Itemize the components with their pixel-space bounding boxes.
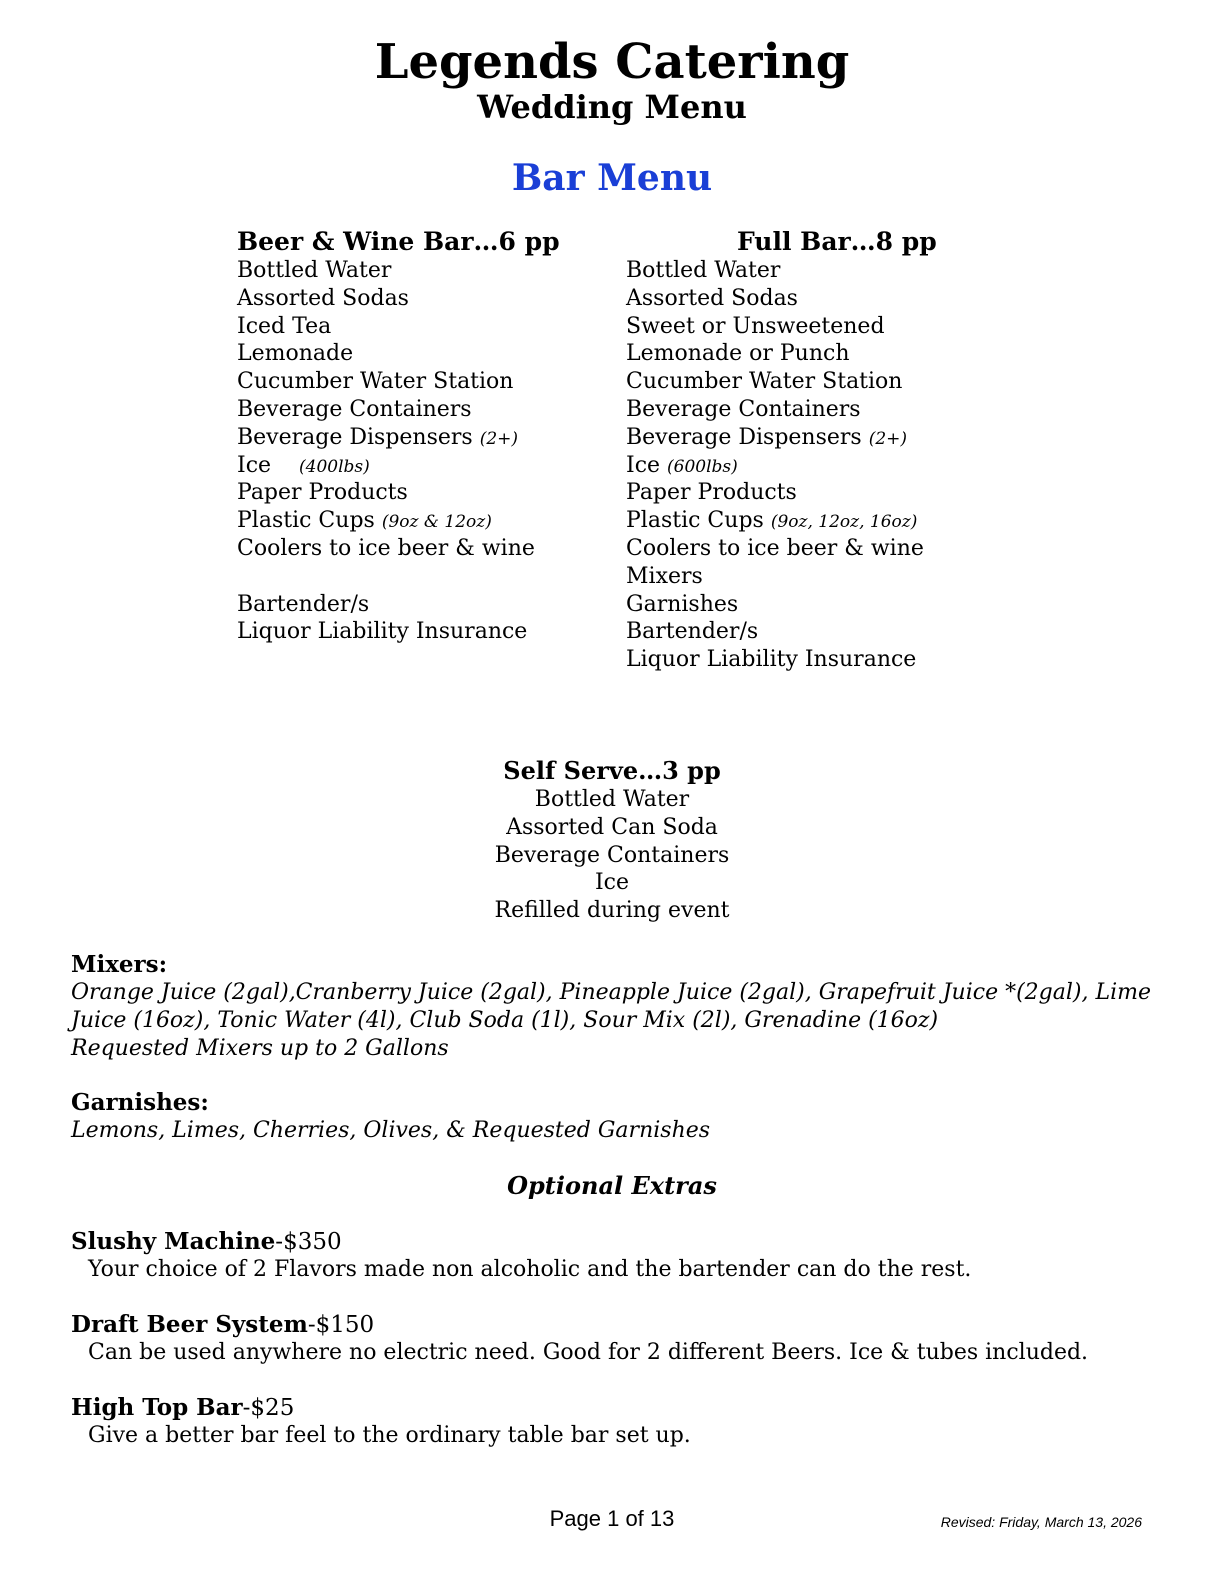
list-item: Refilled during event bbox=[494, 898, 730, 924]
item-note: (2+) bbox=[479, 428, 519, 449]
extra-item bbox=[71, 1228, 1151, 1284]
extra-name: Draft Beer System bbox=[71, 1311, 308, 1338]
item-note: (600lbs) bbox=[667, 456, 738, 477]
list-item: Assorted Sodas bbox=[626, 285, 798, 311]
list-item bbox=[237, 507, 637, 535]
bar-menu-heading: Bar Menu bbox=[511, 157, 713, 199]
extra-price: -$150 bbox=[307, 1312, 375, 1338]
list-item: Bottled Water bbox=[534, 787, 690, 812]
list-item: Bartender/s bbox=[237, 591, 370, 617]
menu-subtitle: Wedding Menu bbox=[477, 88, 747, 126]
list-item: Coolers to ice beer & wine bbox=[237, 535, 535, 561]
list-item: Sweet or Unsweetened bbox=[626, 313, 885, 339]
full-bar-list bbox=[626, 257, 1026, 674]
list-item: Cucumber Water Station bbox=[237, 369, 514, 395]
list-item: Lemonade bbox=[237, 341, 354, 367]
extra-price: -$350 bbox=[275, 1229, 342, 1255]
beer-wine-heading: Beer & Wine Bar…6 pp bbox=[237, 227, 560, 256]
self-serve-section bbox=[0, 756, 1224, 925]
item-label: Plastic Cups bbox=[237, 508, 375, 534]
list-item: Assorted Sodas bbox=[237, 285, 409, 311]
company-title: Legends Catering bbox=[374, 34, 850, 90]
item-note: (2+) bbox=[868, 428, 908, 449]
list-item: Beverage Containers bbox=[626, 396, 861, 422]
mixers-requested: Requested Mixers up to 2 Gallons bbox=[71, 1035, 449, 1061]
list-item: Bottled Water bbox=[237, 258, 392, 283]
item-label: Ice bbox=[237, 452, 272, 478]
page-number: Page 1 of 13 bbox=[549, 1506, 675, 1531]
list-item: Beverage Containers bbox=[494, 842, 730, 868]
garnishes-section bbox=[71, 1089, 1151, 1145]
list-item: Assorted Can Soda bbox=[506, 814, 718, 840]
item-note: (400lbs) bbox=[299, 456, 370, 477]
list-item: Iced Tea bbox=[237, 313, 332, 339]
extra-description: Can be used anywhere no electric need. Good for 2 different Beers. Ice & tubes included. bbox=[88, 1340, 1089, 1365]
extra-item bbox=[71, 1394, 1151, 1450]
list-item: Garnishes bbox=[626, 591, 739, 617]
extra-description: Give a better bar feel to the ordinary table bar set up. bbox=[88, 1423, 691, 1448]
extra-item bbox=[71, 1311, 1151, 1367]
list-item bbox=[237, 424, 637, 452]
list-item: Mixers bbox=[626, 563, 703, 589]
optional-extras-heading: Optional Extras bbox=[507, 1171, 717, 1200]
list-item: Beverage Containers bbox=[237, 396, 472, 422]
mixers-section bbox=[71, 951, 1151, 1062]
self-serve-heading: Self Serve…3 pp bbox=[503, 756, 721, 785]
item-label: Beverage Dispensers bbox=[626, 424, 862, 450]
mixers-label: Mixers: bbox=[71, 951, 168, 978]
list-spacer bbox=[237, 563, 637, 591]
list-item bbox=[237, 452, 637, 480]
extra-name: Slushy Machine bbox=[71, 1228, 276, 1255]
self-serve-list bbox=[0, 786, 1224, 925]
list-item: Paper Products bbox=[626, 480, 797, 506]
list-item: Bartender/s bbox=[626, 619, 759, 645]
item-note: (9oz, 12oz, 16oz) bbox=[770, 512, 918, 533]
garnishes-label: Garnishes: bbox=[71, 1089, 209, 1116]
mixers-text: Orange Juice (2gal),Cranberry Juice (2gal), Pineapple Juice (2gal), Grapefruit Juice *(2gal), Lime Juice (16oz), Tonic Water (4l), Club Soda (1l), Sour Mix (2l), Grenadine (16oz) bbox=[71, 980, 1151, 1033]
item-label: Plastic Cups bbox=[626, 508, 764, 534]
list-item: Coolers to ice beer & wine bbox=[626, 535, 924, 561]
list-item: Bottled Water bbox=[626, 258, 781, 283]
beer-wine-column bbox=[237, 227, 637, 646]
extra-description: Your choice of 2 Flavors made non alcoholic and the bartender can do the rest. bbox=[88, 1257, 972, 1282]
item-label: Beverage Dispensers bbox=[237, 424, 473, 450]
garnishes-text: Lemons, Limes, Cherries, Olives, & Requested Garnishes bbox=[71, 1118, 711, 1143]
list-item: Liquor Liability Insurance bbox=[237, 619, 528, 645]
full-bar-heading: Full Bar…8 pp bbox=[737, 227, 937, 256]
extra-price: -$25 bbox=[242, 1395, 295, 1421]
item-label: Ice bbox=[626, 452, 661, 478]
revised-date: Revised: Friday, March 13, 2026 bbox=[940, 1514, 1142, 1530]
list-item: Cucumber Water Station bbox=[626, 369, 903, 395]
list-item: Liquor Liability Insurance bbox=[626, 647, 917, 673]
list-item bbox=[626, 452, 1026, 480]
full-bar-column bbox=[626, 227, 1026, 674]
list-item: Paper Products bbox=[237, 480, 408, 506]
item-note: (9oz & 12oz) bbox=[381, 512, 492, 533]
list-item: Ice bbox=[594, 870, 630, 896]
list-item bbox=[626, 424, 1026, 452]
extra-name: High Top Bar bbox=[71, 1394, 243, 1421]
beer-wine-list bbox=[237, 257, 637, 646]
list-item: Lemonade or Punch bbox=[626, 341, 850, 367]
list-item bbox=[626, 507, 1026, 535]
